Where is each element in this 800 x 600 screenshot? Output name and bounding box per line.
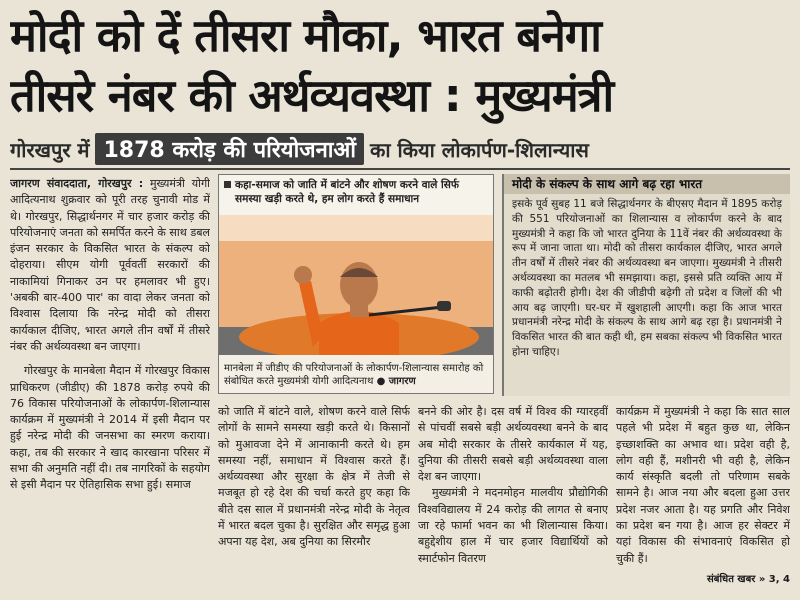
headline (10, 6, 790, 126)
column-4 (616, 404, 790, 568)
subhead-before: गोरखपुर में (10, 137, 90, 162)
related-news-link[interactable]: संबंधित खबर » 3, 4 (707, 574, 790, 585)
column-3-body-a: बनने की ओर है। दस वर्ष में विश्व की ग्यारहवीं से पांचवीं सबसे बड़ी अर्थव्यवस्था बनने के बाद अब मोदी सरकार के तीसरे कार्यकाल में यह, दुनिया की तीसरी सबसे बड़ी अर्थव्यवस्था वाला देश बन जाएगा। (418, 405, 608, 484)
column-2-body: को जाति में बांटने वाले, शोषण करने वाले सिर्फ लोगों के सामने समस्या खड़ी करते थे। किसानों को मुआवजा देने में आनाकानी करते थे। हम समस्या नहीं, समाधान में विश्वास करते हैं। अर्थव्यवस्था और सुरक्षा के क्षेत्र में तेजी से मजबूत हो रहे देश की चर्चा करते हुए कहा कि बीते दस साल में प्रधानमंत्री नरेन्द्र मोदी के नेतृत्व में भारत बदल चुका है। सुरक्षित और समृद्ध हुआ अपना यह देश, अब दुनिया का सिरमौर (218, 405, 410, 549)
lead-paragraph (10, 176, 210, 355)
column-2 (218, 404, 410, 594)
photo-quote (219, 175, 493, 215)
photo-credit: ● जागरण (376, 376, 416, 387)
chief-minister-photo (219, 215, 493, 355)
header-divider (10, 168, 790, 170)
subhead-highlight: 1878 करोड़ की परियोजनाओं (95, 133, 364, 165)
headline-line-1: मोदी को दें तीसरा मौका, भारत बनेगा (10, 9, 601, 62)
quote-marker-icon (224, 181, 231, 188)
byline: जागरण संवाददाता, गोरखपुर : (10, 177, 144, 190)
subheadline (10, 132, 790, 166)
sidebar-box-text: इसके पूर्व सुबह 11 बजे सिद्धार्थनगर के बीएसए मैदान में 1895 करोड़ की 551 परियोजनाओं का शिलान्यास व लोकार्पण करने के बाद मुख्यमंत्री ने कहा कि जो भारत दुनिया के 11वें नंबर की अर्थव्यवस्था के रूप में जाना जाता था। मोदी को तीसरा कार्यकाल दीजिए, भारत अगले तीन वर्षों में तीसरे नंबर की अर्थव्यवस्था बन जाएगा। मुख्यमंत्री ने तीसरी अर्थव्यवस्था का मतलब भी समझाया। कहा, इससे प्रति व्यक्ति आय में काफी बढ़ोतरी होगी। देश की जीडीपी बढ़ेगी तो प्रदेश व जिलों की भी आय बढ़ जाएगी। घर-घर में खुशहाली आएगी। कहा कि आज भारत प्रधानमंत्री नरेन्द्र मोदी के संकल्प के साथ आगे बढ़ रहा है। प्रधानमंत्री ने विकसित भारत की बात कही थी, हम सबका संकल्प भी विकसित भारत होना चाहिए। (512, 198, 782, 358)
column-3-body-b: मुख्यमंत्री ने मदनमोहन मालवीय प्रौद्योगिकी विश्वविद्यालय में 24 करोड़ की लागत से बनाए जा रहे फार्मा भवन का भी शिलान्यास किया। बहुद्देशीय हाल में चार हजार विद्यार्थियों को स्मार्टफोन वितरण (418, 486, 608, 565)
column-4-body: कार्यक्रम में मुख्यमंत्री ने कहा कि सात साल पहले भी प्रदेश में बहुत कुछ था, लेकिन इच्छाशक्ति का अभाव था। प्रदेश वही है, लोग वही हैं, मशीनरी भी वही है, लेकिन कार्य संस्कृति बदली तो परिणाम सबके सामने है। आज नया और बदला हुआ उत्तर प्रदेश नजर आता है। यह प्रगति और निवेश का प्रदेश बन गया है। आज हर सेक्टर में यहां विकास की संभावनाएं विकसित हो चुकी हैं। (616, 405, 790, 565)
column-3 (418, 404, 608, 594)
sidebar-box (502, 174, 790, 396)
speaker-illustration (219, 215, 493, 355)
column-1-body: गोरखपुर के मानबेला मैदान में गोरखपुर विकास प्राधिकरण (जीडीए) की 1878 करोड़ रुपये की 76 विकास परियोजनाओं के लोकार्पण-शिलान्यास कार्यक्रम में मुख्यमंत्री ने 2014 में इसी मैदान पर हुई नरेन्द्र मोदी की जनसभा का स्मरण कराया। कहा, तब की सरकार ने खाद कारखाना परिसर में सभा की अनुमति नहीं दी। तब नागरिकों के सहयोग से इसी मैदान पर ऐतिहासिक सभा हुई। समाज (10, 364, 210, 492)
photo-quote-text: कहा-समाज को जाति में बांटने और शोषण करने वाले सिर्फ समस्या खड़ी करते थे, हम लोग करते हैं समाधान (235, 179, 459, 205)
news-photo (218, 174, 494, 394)
headline-line-2: तीसरे नंबर की अर्थव्यवस्था : मुख्यमंत्री (10, 69, 614, 122)
photo-caption (219, 359, 493, 394)
subhead-after: का किया लोकार्पण-शिलान्यास (369, 137, 589, 162)
photo-caption-text: मानबेला में जीडीए की परियोजनाओं के लोकार्पण-शिलान्यास समारोह को संबोधित करते मुख्यमंत्री योगी आदित्यनाथ (224, 363, 484, 387)
column-1 (10, 176, 210, 594)
lead-text: मुख्यमंत्री योगी आदित्यनाथ शुक्रवार को पूरी तरह चुनावी मोड में थे। गोरखपुर, सिद्धार्थनगर में चार हजार करोड़ की परियोजनाएं जनता को समर्पित करने के साथ डबल इंजन सरकार के विकसित भारत के संकल्प को दोहराया। सीएम योगी पूर्ववर्ती सरकारों की नाकामियां गिनाकर उन पर हमलावर भी हुए। 'अबकी बार-400 पार' का वादा लेकर जनता को विश्वास दिलाया कि नरेन्द्र मोदी को तीसरा कार्यकाल दीजिए, भारत अगले तीन वर्षों में तीसरे नंबर की अर्थव्यवस्था बन जाएगा। (10, 177, 210, 353)
sidebar-box-title: मोदी के संकल्प के साथ आगे बढ़ रहा भारत (504, 174, 790, 194)
